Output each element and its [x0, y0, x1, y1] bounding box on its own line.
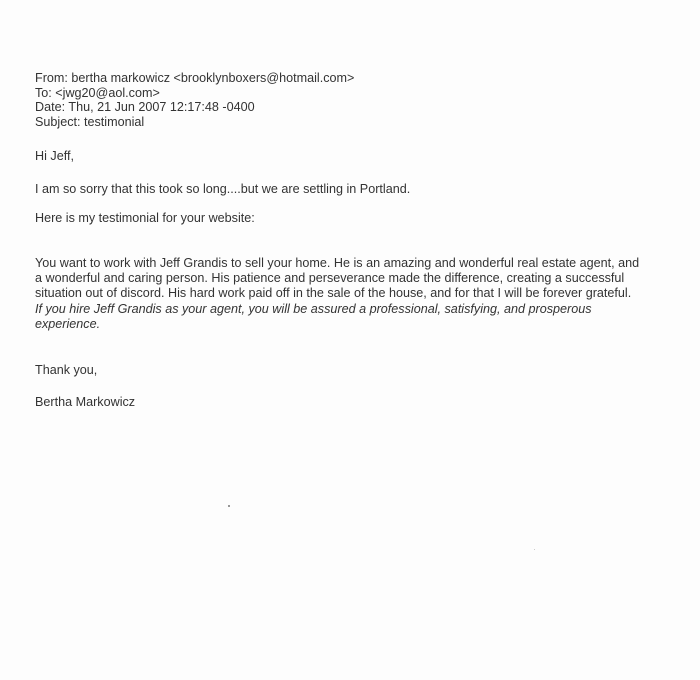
- email-header: [35, 71, 354, 129]
- testimonial-body: [35, 256, 645, 332]
- email-signature: Bertha Markowicz: [35, 395, 136, 409]
- testimonial-paragraph: You want to work with Jeff Grandis to sell your home. He is an amazing and wonderful real estate agent, and a wonderful and caring person. His patience and perseverance made the difference, creating a successful situation out of discord. His hard work paid off in the sale of the house, and for that I will be forever grateful.: [35, 256, 640, 301]
- scan-speck: [228, 505, 230, 507]
- email-intro: Here is my testimonial for your website:: [35, 211, 255, 225]
- email-closing: Thank you,: [35, 363, 98, 377]
- email-from: From: bertha markowicz <brooklynboxers@hotmail.com>: [35, 71, 355, 85]
- email-greeting: Hi Jeff,: [35, 149, 74, 163]
- scan-speck: [534, 549, 535, 550]
- testimonial-closing-paragraph: If you hire Jeff Grandis as your agent, you will be assured a professional, satisfying, and prosperous experience.: [35, 301, 592, 331]
- email-subject: Subject: testimonial: [35, 114, 145, 129]
- email-apology: I am so sorry that this took so long....but we are settling in Portland.: [35, 182, 411, 196]
- email-to: To: <jwg20@aol.com>: [35, 85, 160, 100]
- email-date: Date: Thu, 21 Jun 2007 12:17:48 -0400: [35, 100, 255, 114]
